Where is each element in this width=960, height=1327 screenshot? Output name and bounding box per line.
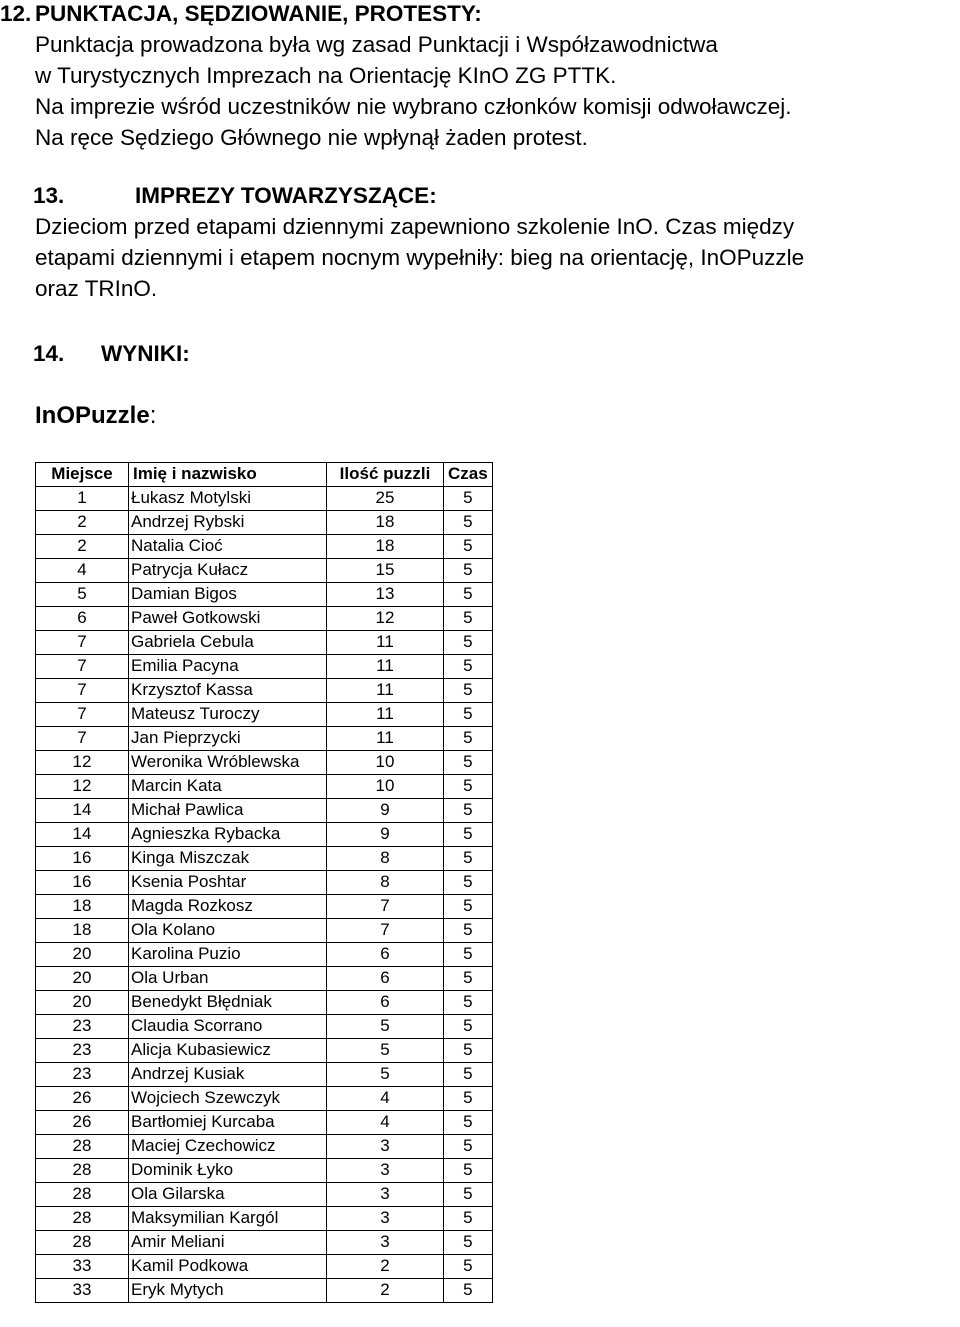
table-row [36,1063,493,1087]
place-cell: 6 [36,607,129,631]
table-row [36,1279,493,1303]
puzzles-cell: 6 [327,991,444,1015]
time-cell: 5 [444,1087,493,1111]
subsection-suffix: : [149,402,157,429]
table-row [36,583,493,607]
section-14-heading [0,338,960,369]
time-cell: 5 [444,991,493,1015]
name-cell: Andrzej Rybski [129,511,327,535]
puzzles-cell: 7 [327,919,444,943]
place-cell: 7 [36,631,129,655]
name-cell: Amir Meliani [129,1231,327,1255]
name-cell: Michał Pawlica [129,799,327,823]
place-cell: 26 [36,1111,129,1135]
puzzles-cell: 2 [327,1255,444,1279]
puzzles-cell: 9 [327,823,444,847]
place-cell: 4 [36,559,129,583]
puzzles-cell: 11 [327,679,444,703]
name-cell: Eryk Mytych [129,1279,327,1303]
name-cell: Ksenia Poshtar [129,871,327,895]
name-cell: Bartłomiej Kurcaba [129,1111,327,1135]
place-cell: 16 [36,847,129,871]
name-cell: Łukasz Motylski [129,487,327,511]
name-cell: Damian Bigos [129,583,327,607]
puzzles-cell: 5 [327,1063,444,1087]
puzzles-cell: 7 [327,895,444,919]
subsection-heading [35,400,156,432]
place-cell: 28 [36,1135,129,1159]
time-cell: 5 [444,1255,493,1279]
name-cell: Ola Gilarska [129,1183,327,1207]
name-cell: Wojciech Szewczyk [129,1087,327,1111]
table-row [36,919,493,943]
name-cell: Natalia Cioć [129,535,327,559]
place-cell: 1 [36,487,129,511]
section-title: WYNIKI: [101,341,190,366]
puzzles-cell: 2 [327,1279,444,1303]
puzzles-cell: 3 [327,1231,444,1255]
table-row [36,1207,493,1231]
section-13-heading [0,180,960,211]
section-13 [0,180,960,304]
time-cell: 5 [444,847,493,871]
table-row [36,1135,493,1159]
place-cell: 28 [36,1159,129,1183]
place-cell: 28 [36,1207,129,1231]
puzzles-cell: 11 [327,703,444,727]
time-cell: 5 [444,631,493,655]
name-cell: Ola Kolano [129,919,327,943]
table-row [36,751,493,775]
table-row [36,943,493,967]
table-row [36,655,493,679]
puzzles-cell: 11 [327,655,444,679]
table-row [36,1111,493,1135]
name-cell: Weronika Wróblewska [129,751,327,775]
puzzles-cell: 5 [327,1039,444,1063]
puzzles-cell: 3 [327,1135,444,1159]
table-row [36,607,493,631]
puzzles-cell: 12 [327,607,444,631]
table-row [36,631,493,655]
table-row [36,1183,493,1207]
name-cell: Paweł Gotkowski [129,607,327,631]
table-row [36,991,493,1015]
place-cell: 14 [36,799,129,823]
time-cell: 5 [444,487,493,511]
time-cell: 5 [444,1135,493,1159]
table-row [36,967,493,991]
table-row [36,775,493,799]
paragraph-line: Dzieciom przed etapami dziennymi zapewniono szkolenie InO. Czas między [35,214,795,239]
name-cell: Marcin Kata [129,775,327,799]
time-cell: 5 [444,943,493,967]
time-cell: 5 [444,535,493,559]
table-row [36,703,493,727]
results-table-body [36,487,493,1303]
table-row [36,823,493,847]
section-title: IMPREZY TOWARZYSZĄCE: [135,183,437,208]
name-cell: Maksymilian Kargól [129,1207,327,1231]
place-cell: 7 [36,727,129,751]
name-cell: Agnieszka Rybacka [129,823,327,847]
place-cell: 7 [36,703,129,727]
section-12-body [0,29,960,153]
paragraph-line: Na ręce Sędziego Głównego nie wpłynął żaden protest. [35,125,588,150]
place-cell: 28 [36,1183,129,1207]
puzzles-cell: 5 [327,1015,444,1039]
puzzles-cell: 6 [327,943,444,967]
name-cell: Gabriela Cebula [129,631,327,655]
subsection-name: InOPuzzle [35,402,150,429]
place-cell: 18 [36,895,129,919]
time-cell: 5 [444,1039,493,1063]
name-cell: Maciej Czechowicz [129,1135,327,1159]
name-cell: Magda Rozkosz [129,895,327,919]
puzzles-cell: 13 [327,583,444,607]
name-cell: Claudia Scorrano [129,1015,327,1039]
section-number: 14. [33,341,65,366]
place-cell: 18 [36,919,129,943]
name-cell: Alicja Kubasiewicz [129,1039,327,1063]
place-cell: 20 [36,991,129,1015]
place-cell: 12 [36,751,129,775]
time-cell: 5 [444,583,493,607]
place-cell: 28 [36,1231,129,1255]
paragraph-line: etapami dziennymi i etapem nocnym wypełniły: bieg na orientację, InOPuzzle [35,245,805,270]
puzzles-cell: 3 [327,1207,444,1231]
paragraph-line: oraz TRInO. [35,276,158,301]
time-cell: 5 [444,1279,493,1303]
time-cell: 5 [444,1159,493,1183]
table-row [36,1039,493,1063]
time-cell: 5 [444,871,493,895]
place-cell: 20 [36,943,129,967]
name-cell: Andrzej Kusiak [129,1063,327,1087]
place-cell: 23 [36,1063,129,1087]
section-14 [0,338,960,369]
name-cell: Patrycja Kułacz [129,559,327,583]
time-cell: 5 [444,967,493,991]
place-cell: 20 [36,967,129,991]
section-title: PUNKTACJA, SĘDZIOWANIE, PROTESTY: [35,1,482,26]
place-cell: 7 [36,655,129,679]
place-cell: 14 [36,823,129,847]
puzzles-cell: 4 [327,1087,444,1111]
time-cell: 5 [444,1111,493,1135]
section-number: 12. [0,1,32,26]
puzzles-cell: 11 [327,727,444,751]
section-number: 13. [33,183,65,208]
column-header-time: Czas [444,463,493,487]
paragraph-line: Punktacja prowadzona była wg zasad Punktacji i Współzawodnictwa [35,32,718,57]
column-header-place: Miejsce [36,463,129,487]
name-cell: Emilia Pacyna [129,655,327,679]
puzzles-cell: 10 [327,775,444,799]
puzzles-cell: 11 [327,631,444,655]
table-row [36,727,493,751]
time-cell: 5 [444,919,493,943]
time-cell: 5 [444,655,493,679]
name-cell: Karolina Puzio [129,943,327,967]
table-row [36,487,493,511]
table-row [36,1255,493,1279]
time-cell: 5 [444,775,493,799]
time-cell: 5 [444,727,493,751]
table-row [36,1087,493,1111]
puzzles-cell: 6 [327,967,444,991]
time-cell: 5 [444,511,493,535]
table-row [36,799,493,823]
time-cell: 5 [444,1015,493,1039]
paragraph-line: Na imprezie wśród uczestników nie wybrano członków komisji odwoławczej. [35,94,792,119]
place-cell: 16 [36,871,129,895]
time-cell: 5 [444,1207,493,1231]
time-cell: 5 [444,751,493,775]
puzzles-cell: 3 [327,1183,444,1207]
results-table [35,462,493,1303]
paragraph-line: w Turystycznych Imprezach na Orientację KInO ZG PTTK. [35,63,617,88]
time-cell: 5 [444,895,493,919]
puzzles-cell: 4 [327,1111,444,1135]
puzzles-cell: 18 [327,511,444,535]
time-cell: 5 [444,823,493,847]
table-row [36,895,493,919]
place-cell: 23 [36,1039,129,1063]
puzzles-cell: 8 [327,871,444,895]
time-cell: 5 [444,1183,493,1207]
column-header-name: Imię i nazwisko [129,463,327,487]
place-cell: 26 [36,1087,129,1111]
time-cell: 5 [444,799,493,823]
place-cell: 5 [36,583,129,607]
puzzles-cell: 15 [327,559,444,583]
place-cell: 7 [36,679,129,703]
name-cell: Mateusz Turoczy [129,703,327,727]
time-cell: 5 [444,607,493,631]
time-cell: 5 [444,559,493,583]
table-row [36,679,493,703]
table-row [36,871,493,895]
table-row [36,847,493,871]
table-header-row [36,463,493,487]
table-row [36,1159,493,1183]
name-cell: Dominik Łyko [129,1159,327,1183]
place-cell: 33 [36,1255,129,1279]
place-cell: 33 [36,1279,129,1303]
puzzles-cell: 9 [327,799,444,823]
column-header-puzzles: Ilość puzzli [327,463,444,487]
place-cell: 2 [36,535,129,559]
place-cell: 12 [36,775,129,799]
place-cell: 2 [36,511,129,535]
time-cell: 5 [444,1231,493,1255]
table-row [36,1231,493,1255]
puzzles-cell: 18 [327,535,444,559]
name-cell: Ola Urban [129,967,327,991]
puzzles-cell: 25 [327,487,444,511]
table-row [36,511,493,535]
time-cell: 5 [444,1063,493,1087]
table-row [36,535,493,559]
name-cell: Krzysztof Kassa [129,679,327,703]
section-12 [0,0,960,153]
section-13-body [0,211,960,304]
puzzles-cell: 3 [327,1159,444,1183]
table-row [36,1015,493,1039]
time-cell: 5 [444,703,493,727]
place-cell: 23 [36,1015,129,1039]
name-cell: Jan Pieprzycki [129,727,327,751]
table-row [36,559,493,583]
time-cell: 5 [444,679,493,703]
name-cell: Kinga Miszczak [129,847,327,871]
name-cell: Kamil Podkowa [129,1255,327,1279]
puzzles-cell: 10 [327,751,444,775]
name-cell: Benedykt Błędniak [129,991,327,1015]
puzzles-cell: 8 [327,847,444,871]
section-12-heading [0,0,960,29]
